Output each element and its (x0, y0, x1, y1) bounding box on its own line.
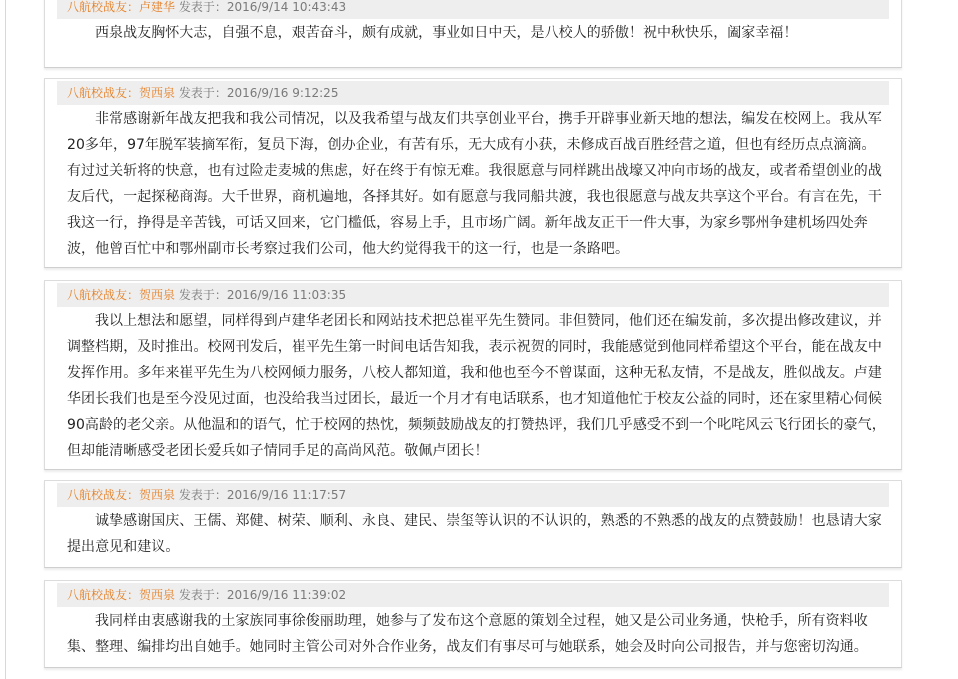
comment-meta (57, 283, 889, 307)
comment-meta (57, 583, 889, 607)
posted-label: 发表于： (175, 0, 227, 14)
comment-content: 我同样由衷感谢我的土家族同事徐俊丽助理，她参与了发布这个意愿的策划全过程，她又是公司业务通，快枪手，所有资料收集、整理、编排均出自她手。她同时主管公司对外合作业务，战友们有事尽可与她联系，她会及时向公司报告，并与您密切沟通。 (67, 613, 868, 655)
comment-author-link[interactable]: 八航校战友：贺西泉 (67, 588, 176, 602)
comment-content: 非常感谢新年战友把我和我公司情况，以及我希望与战友们共享创业平台，携手开辟事业新天地的想法，编发在校网上。我从军20多年，97年脱军装摘军衔，复员下海，创办企业，有苦有乐，无大成有小获，未修成百战百胜经营之道，但也有经历点点滴滴。有过过关斩将的快意，也有过险走麦城的焦虑，好在终于有惊无难。我很愿意与同样跳出战壕又冲向市场的战友，或者希望创业的战友后代，一起探秘商海。大千世界，商机遍地，各择其好。如有愿意与我同船共渡，我也很愿意与战友共享这个平台。有言在先，干我这一行，挣得是辛苦钱，可话又回来，它门槛低，容易上手，且市场广阔。新年战友正干一件大事，为家乡鄂州争建机场四处奔波，他曾百忙中和鄂州副市长考察过我们公司，他大约觉得我干的这一行，也是一条路吧。 (67, 111, 882, 257)
page-left-border (5, 0, 6, 679)
comment-time: 2016/9/16 11:39:02 (226, 588, 347, 602)
comment-item (44, 0, 902, 68)
comment-time: 2016/9/16 11:03:35 (226, 288, 347, 302)
posted-label: 发表于： (175, 86, 227, 100)
posted-label: 发表于： (175, 288, 227, 302)
comment-author-link[interactable]: 八航校战友：贺西泉 (67, 288, 176, 302)
comment-item (44, 480, 902, 568)
comment-time: 2016/9/16 9:12:25 (226, 86, 339, 100)
comment-time: 2016/9/14 10:43:43 (226, 0, 347, 14)
comment-meta (57, 483, 889, 507)
comment-content: 西泉战友胸怀大志，自强不息，艰苦奋斗，颇有成就，事业如日中天，是八校人的骄傲！祝中秋快乐，阖家幸福！ (95, 25, 798, 41)
comment-item (44, 280, 902, 470)
posted-label: 发表于： (175, 488, 227, 502)
comment-time: 2016/9/16 11:17:57 (226, 488, 347, 502)
comment-content: 我以上想法和愿望，同样得到卢建华老团长和网站技术把总崔平先生赞同。非但赞同，他们还在编发前，多次提出修改建议，并调整档期，及时推出。校网刊发后，崔平先生第一时间电话告知我，表示祝贺的同时，我能感觉到他同样希望这个平台，能在战友中发挥作用。多年来崔平先生为八校网倾力服务，八校人都知道，我和他也至今不曾谋面，这种无私友情，不是战友，胜似战友。卢建华团长我们也是至今没见过面，也没给我当过团长，最近一个月才有电话联系，也才知道他忙于校友公益的同时，还在家里精心伺候90高龄的老父亲。从他温和的语气，忙于校网的热忱，频频鼓励战友的打赞热评，我们几乎感受不到一个叱咤风云飞行团长的豪气，但却能清晰感受老团长爱兵如子情同手足的高尚风范。敬佩卢团长！ (67, 313, 886, 459)
comment-meta (57, 81, 889, 105)
posted-label: 发表于： (175, 588, 227, 602)
comment-author-link[interactable]: 八航校战友：贺西泉 (67, 488, 176, 502)
comment-content: 诚挚感谢国庆、王儒、郑健、树荣、顺利、永良、建民、崇玺等认识的不认识的，熟悉的不熟悉的战友的点赞鼓励！也恳请大家提出意见和建议。 (67, 513, 882, 555)
comment-meta (57, 0, 889, 19)
comment-item (44, 78, 902, 268)
comment-author-link[interactable]: 八航校战友：卢建华 (67, 0, 176, 14)
comment-item (44, 580, 902, 668)
comment-author-link[interactable]: 八航校战友：贺西泉 (67, 86, 176, 100)
